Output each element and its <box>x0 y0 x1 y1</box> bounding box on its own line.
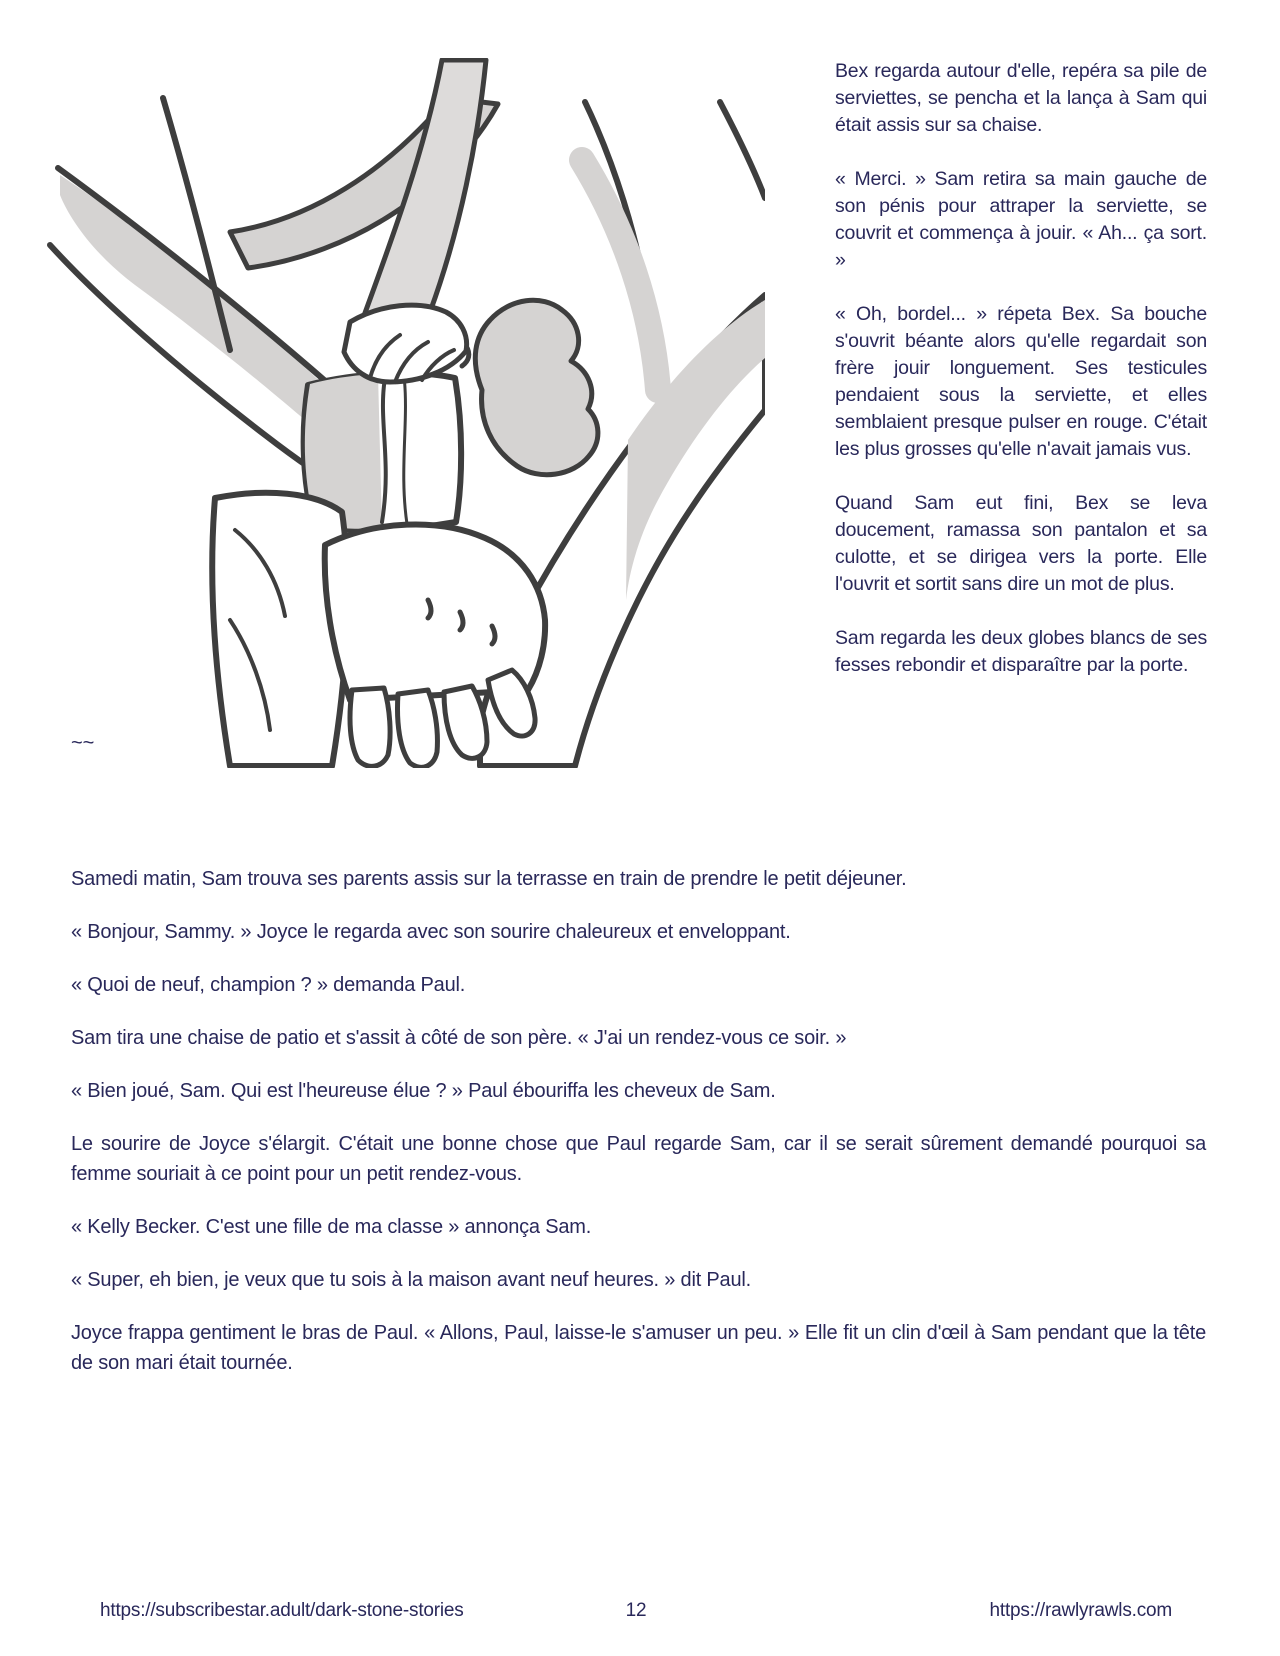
column-paragraph: « Merci. » Sam retira sa main gauche de son pénis pour attraper la serviette, se couvrit et commença à jouir. « Ah... ça sort. » <box>835 168 1207 271</box>
page-number: 12 <box>625 1600 647 1621</box>
body-paragraph: Sam tira une chaise de patio et s'assit à côté de son père. « J'ai un rendez-vous ce soir. » <box>71 1027 847 1049</box>
column-paragraph: « Oh, bordel... » répeta Bex. Sa bouche s'ouvrit béante alors qu'elle regardait son frère jouir longuement. Ses testicules pendaient sous la serviette, et elles semblaient presque pulser en rouge. C'était les plus grosses qu'elle n'avait jamais vus. <box>835 303 1207 460</box>
body-paragraph: « Super, eh bien, je veux que tu sois à la maison avant neuf heures. » dit Paul. <box>71 1269 752 1291</box>
body-paragraph: « Bonjour, Sammy. » Joyce le regarda avec son sourire chaleureux et enveloppant. <box>71 921 791 943</box>
body-paragraph: « Kelly Becker. C'est une fille de ma classe » annonça Sam. <box>71 1216 592 1238</box>
rawlyrawls-link[interactable]: https://rawlyrawls.com <box>989 1600 1172 1621</box>
column-paragraph: Bex regarda autour d'elle, repéra sa pile de serviettes, se pencha et la lança à Sam qui était assis sur sa chaise. <box>835 60 1207 136</box>
body-paragraph: Le sourire de Joyce s'élargit. C'était une bonne chose que Paul regarde Sam, car il se serait sûrement demandé pourquoi sa femme souriait à ce point pour un petit rendez-vous. <box>71 1133 1206 1185</box>
subscribestar-link[interactable]: https://subscribestar.adult/dark-stone-stories <box>100 1600 464 1621</box>
body-paragraph: Samedi matin, Sam trouva ses parents assis sur la terrasse en train de prendre le petit déjeuner. <box>71 868 907 890</box>
story-illustration <box>30 58 765 768</box>
story-column <box>835 58 1207 706</box>
column-paragraph: Sam regarda les deux globes blancs de ses fesses rebondir et disparaître par la porte. <box>835 627 1207 676</box>
line-art-svg <box>30 58 765 768</box>
page-footer <box>0 1600 1280 1622</box>
body-paragraph: Joyce frappa gentiment le bras de Paul. « Allons, Paul, laisse-le s'amuser un peu. » Elle fit un clin d'œil à Sam pendant que la tête de son mari était tournée. <box>71 1322 1206 1374</box>
scene-separator: ~~ <box>71 732 95 754</box>
story-body <box>71 864 1206 1401</box>
column-paragraph: Quand Sam eut fini, Bex se leva doucement, ramassa son pantalon et sa culotte, et se dirigea vers la porte. Elle l'ouvrit et sortit sans dire un mot de plus. <box>835 492 1207 595</box>
body-paragraph: « Bien joué, Sam. Qui est l'heureuse élue ? » Paul ébouriffa les cheveux de Sam. <box>71 1080 776 1102</box>
body-paragraph: « Quoi de neuf, champion ? » demanda Paul. <box>71 974 466 996</box>
